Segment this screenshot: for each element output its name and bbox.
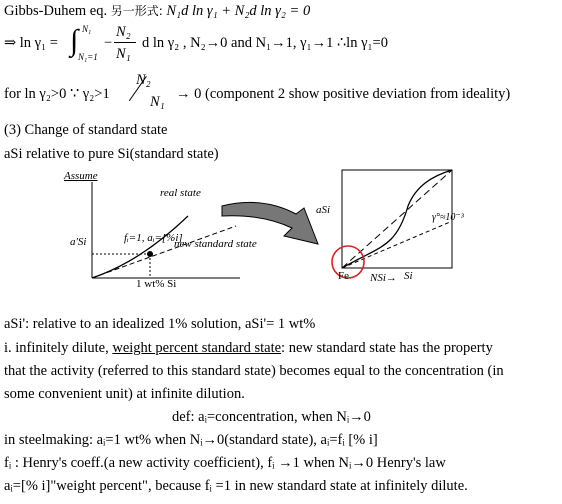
definition-line: def: aᵢ=concentration, when Nᵢ→0 [172, 409, 371, 425]
positive-deviation-text: → 0 (component 2 show positive deviation from ideality) [176, 86, 511, 102]
henry-line-right [342, 222, 450, 268]
activity-property-line: that the activity (referred to this standard state) becomes equal to the concentration (in [4, 363, 504, 379]
fe-label: Fe [338, 270, 349, 282]
section-heading: (3) Change of standard state [4, 122, 168, 138]
weight-percent-line: aᵢ=[% i]"weight percent", because fᵢ =1 in new standard state at infinitely dilute. [4, 478, 468, 494]
fraction-bar [114, 42, 136, 43]
integral-rest: d ln γ₂ , N₂→0 and N₁→1, γ₁→1 ∴ln γ₁=0 [142, 35, 388, 51]
a-si-relative-line: aSi relative to pure Si(standard state) [4, 146, 219, 162]
henry-coefficient-label: γ°≈10⁻³ [432, 212, 464, 223]
ln-gamma2-condition: for ln γ₂>0 ∵ γ₂>1 [4, 86, 110, 102]
infinite-dilution-line: some convenient unit) at infinite dilution. [4, 386, 245, 402]
cjk-label: 另一形式: [110, 4, 163, 18]
gibbs-duhem-equation: N₁d ln γ₁ + N₂d ln γ₂ = 0 [166, 3, 311, 19]
real-state-label: real state [160, 187, 201, 199]
infinitely-dilute-suffix: : new standard state has the property [281, 340, 493, 356]
steelmaking-line: in steelmaking: aᵢ=1 wt% when Nᵢ→0(standard state), aᵢ=fᵢ [% i] [4, 432, 378, 448]
a-si-prime-definition: aSi': relative to an idealized 1% solution, aSi'= 1 wt% [4, 316, 316, 332]
slash-fraction-numerator: N₂ [136, 72, 151, 88]
si-label: Si [404, 270, 413, 282]
one-wt-si-label: 1 wt% Si [136, 278, 177, 290]
henry-coefficient-line: fᵢ : Henry's coeff.(a new activity coefficient), fᵢ →1 when Nᵢ→0 Henry's law [4, 455, 446, 471]
fraction-denominator: N₁ [116, 46, 131, 62]
new-standard-state-point [147, 251, 153, 257]
gibbs-duhem-line [4, 2, 310, 20]
integral-upper-limit: N₁ [82, 24, 92, 34]
a-si-prime-label: a'Si [70, 236, 87, 248]
a-si-label: aSi [316, 204, 331, 216]
infinitely-dilute-prefix: i. infinitely dilute, [4, 340, 113, 356]
gibbs-duhem-prefix: Gibbs-Duhem eq. [4, 3, 108, 19]
slash-fraction-denominator: N₁ [150, 94, 165, 110]
infinitely-dilute-line [4, 340, 493, 357]
fraction-numerator: N₂ [116, 24, 131, 40]
integral-sign: ∫ [70, 24, 79, 57]
integral-lower-limit: N₁=1 [78, 52, 98, 62]
f-equals-one-label: fᵢ=1, aᵢ=[%i] [124, 232, 183, 244]
minus-sign: − [104, 35, 113, 51]
standard-state-figure [0, 166, 562, 296]
assume-label: Assume [64, 170, 98, 182]
implies-ln-gamma1: ⇒ ln γ₁ = [4, 35, 58, 51]
weight-percent-standard-state: weight percent standard state [112, 340, 282, 356]
n-si-label: NSi→ [370, 272, 397, 284]
new-standard-state-label: new standard state [174, 238, 257, 250]
